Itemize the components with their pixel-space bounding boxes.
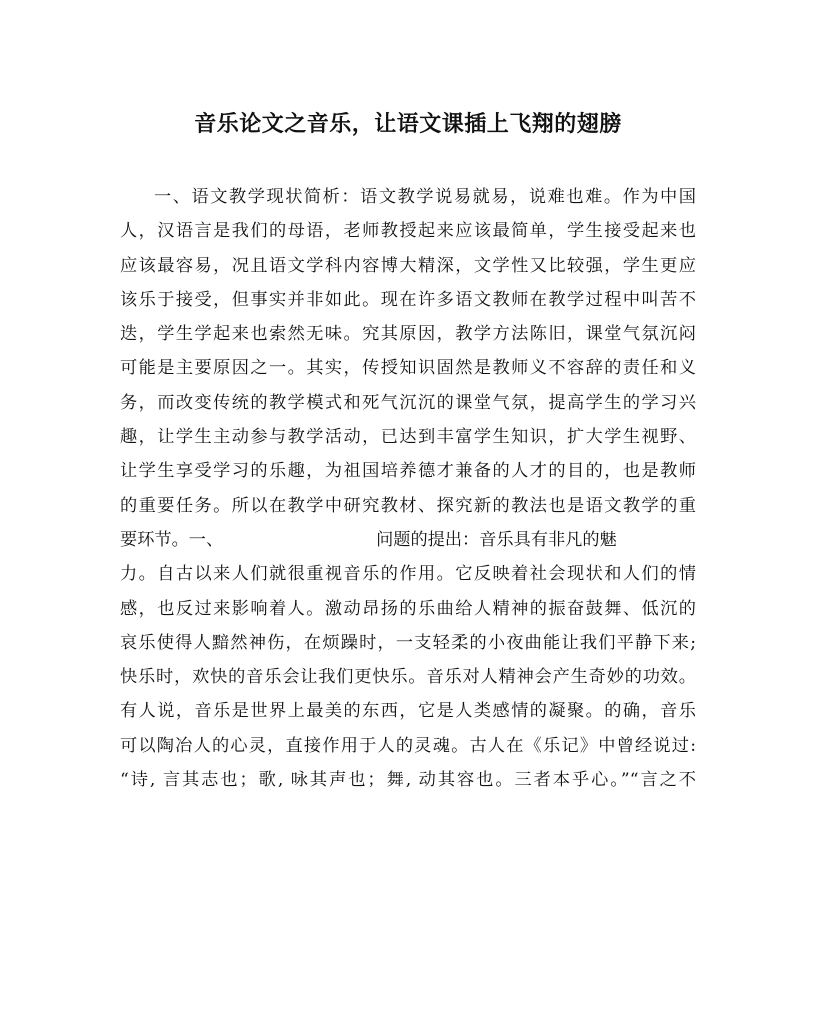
text-line: 哀乐使得人黯然神伤，在烦躁时，一支轻柔的小夜曲能让我们平静下来;	[120, 632, 696, 653]
text-line: 的重要任务。所以在教学中研究教材、探究新的教法也是语文教学的重	[120, 495, 696, 516]
text-line: “诗, 言其志也；歌, 咏其声也；舞, 动其容也。三者本乎心。”“言之不	[120, 770, 696, 791]
text-line: 趣，让学生主动参与教学活动，已达到丰富学生知识，扩大学生视野、	[120, 427, 696, 448]
text-line: 感，也反过来影响着人。激动昂扬的乐曲给人精神的振奋鼓舞、低沉的	[120, 598, 696, 619]
text-line: 让学生享受学习的乐趣，为祖国培养德才兼备的人才的目的，也是教师	[120, 461, 696, 482]
text-line: 可以陶冶人的心灵，直接作用于人的灵魂。古人在《乐记》中曾经说过:	[120, 735, 696, 756]
text-line: 迭，学生学起来也索然无味。究其原因，教学方法陈旧，课堂气氛沉闷	[120, 324, 696, 345]
text-line: 该乐于接受，但事实并非如此。现在许多语文教师在教学过程中叫苦不	[120, 289, 696, 310]
text-line: 务，而改变传统的教学模式和死气沉沉的课堂气氛，提高学生的学习兴	[120, 392, 696, 413]
text-line: 快乐时，欢快的音乐会让我们更快乐。音乐对人精神会产生奇妙的功效。	[120, 667, 696, 688]
text-line: 应该最容易，况且语文学科内容博大精深，文学性又比较强，学生更应	[120, 255, 696, 276]
text-line: 人，汉语言是我们的母语，老师教授起来应该最简单，学生接受起来也	[120, 221, 696, 242]
body-text	[120, 180, 696, 797]
text-line: 可能是主要原因之一。其实，传授知识固然是教师义不容辞的责任和义	[120, 358, 696, 379]
text-line: 一、语文教学现状简析：语文教学说易就易，说难也难。作为中国	[154, 187, 696, 207]
text-line: 要环节。一、 问题的提出：音乐具有非凡的魅	[120, 529, 617, 550]
text-line: 有人说，音乐是世界上最美的东西，它是人类感情的凝聚。的确，音乐	[120, 701, 696, 722]
document-title: 音乐论文之音乐，让语文课插上飞翔的翅膀	[194, 111, 622, 137]
text-line: 力。自古以来人们就很重视音乐的作用。它反映着社会现状和人们的情	[120, 564, 696, 585]
